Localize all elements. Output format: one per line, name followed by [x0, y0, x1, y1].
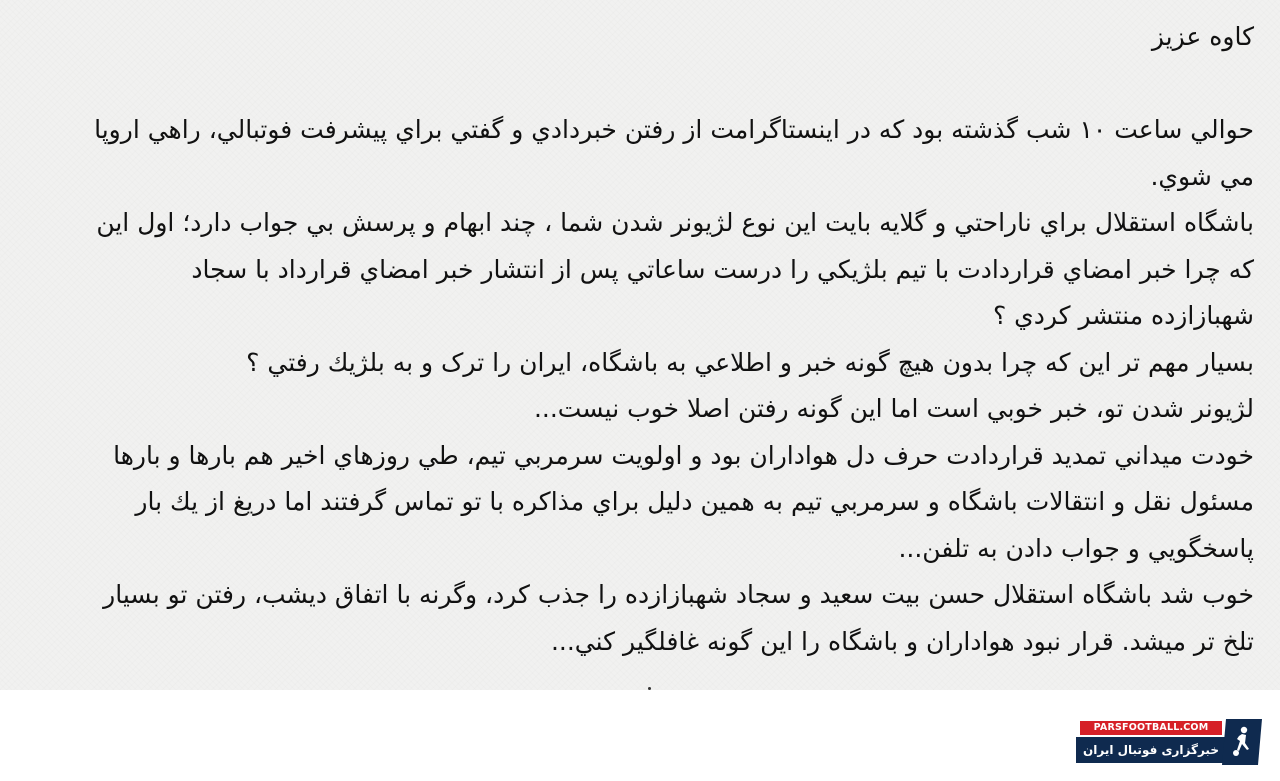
- letter-line: باشگاه استقلال براي ناراحتي و گلایه بایت این نوع لژیونر شدن شما ، چند ابهام و پرسش بي جواب دارد؛ اول این: [96, 208, 1254, 237]
- letter-line: خوب شد باشگاه استقلال حسن بیت سعید و سجاد شهبازازده را جذب کرد، وگرنه با اتفاق دیشب، رفتن تو بسیار: [103, 580, 1254, 609]
- stray-dot: [648, 687, 651, 690]
- blank-line: [12, 61, 1254, 108]
- parsfootball-watermark: [1076, 717, 1266, 767]
- footballer-icon: [1222, 719, 1262, 765]
- letter-line: حوالي ساعت ۱۰ شب گذشته بود که در اینستاگرامت از رفتن خبردادي و گفتي براي پیشرفت فوتبالي، راهي اروپا: [94, 115, 1254, 144]
- letter-greeting: کاوه عزیز: [1151, 22, 1254, 51]
- letter-text: [12, 14, 1254, 665]
- watermark-site-persian: خبرگزاری فوتبال ایران: [1076, 737, 1226, 763]
- letter-line: مي شوي.: [1150, 161, 1254, 191]
- letter-line: که چرا خبر امضاي قراردادت با تیم بلژیکي را درست ساعاتي پس از انتشار خبر امضاي قرارداد با سجاد: [191, 254, 1254, 284]
- letter-line: پاسخگویي و جواب دادن به تلفن...: [898, 533, 1254, 563]
- letter-line: لژیونر شدن تو، خبر خوبي است اما این گونه رفتن اصلا خوب نیست...: [533, 394, 1254, 423]
- letter-line: بسیار مهم تر این که چرا بدون هیچ گونه خبر و اطلاعي به باشگاه، ایران را ترک و به بلژیك رفتي ؟: [246, 347, 1254, 377]
- letter-line: مسئول نقل و انتقالات باشگاه و سرمربي تیم به همین دلیل براي مذاکره با تو تماس گرفتند اما دریغ از یك بار: [135, 487, 1254, 516]
- letter-line: خودت میداني تمدید قراردادت حرف دل هواداران بود و اولویت سرمربي تیم، طي روزهاي اخیر هم بارها و بارها: [113, 440, 1254, 470]
- letter-line: تلخ تر میشد. قرار نبود هواداران و باشگاه را این گونه غافلگیر کني...: [550, 626, 1254, 656]
- watermark-site-latin: PARSFOOTBALL.COM: [1080, 721, 1222, 735]
- letter-line: شهبازازده منتشر کردي ؟: [992, 301, 1254, 330]
